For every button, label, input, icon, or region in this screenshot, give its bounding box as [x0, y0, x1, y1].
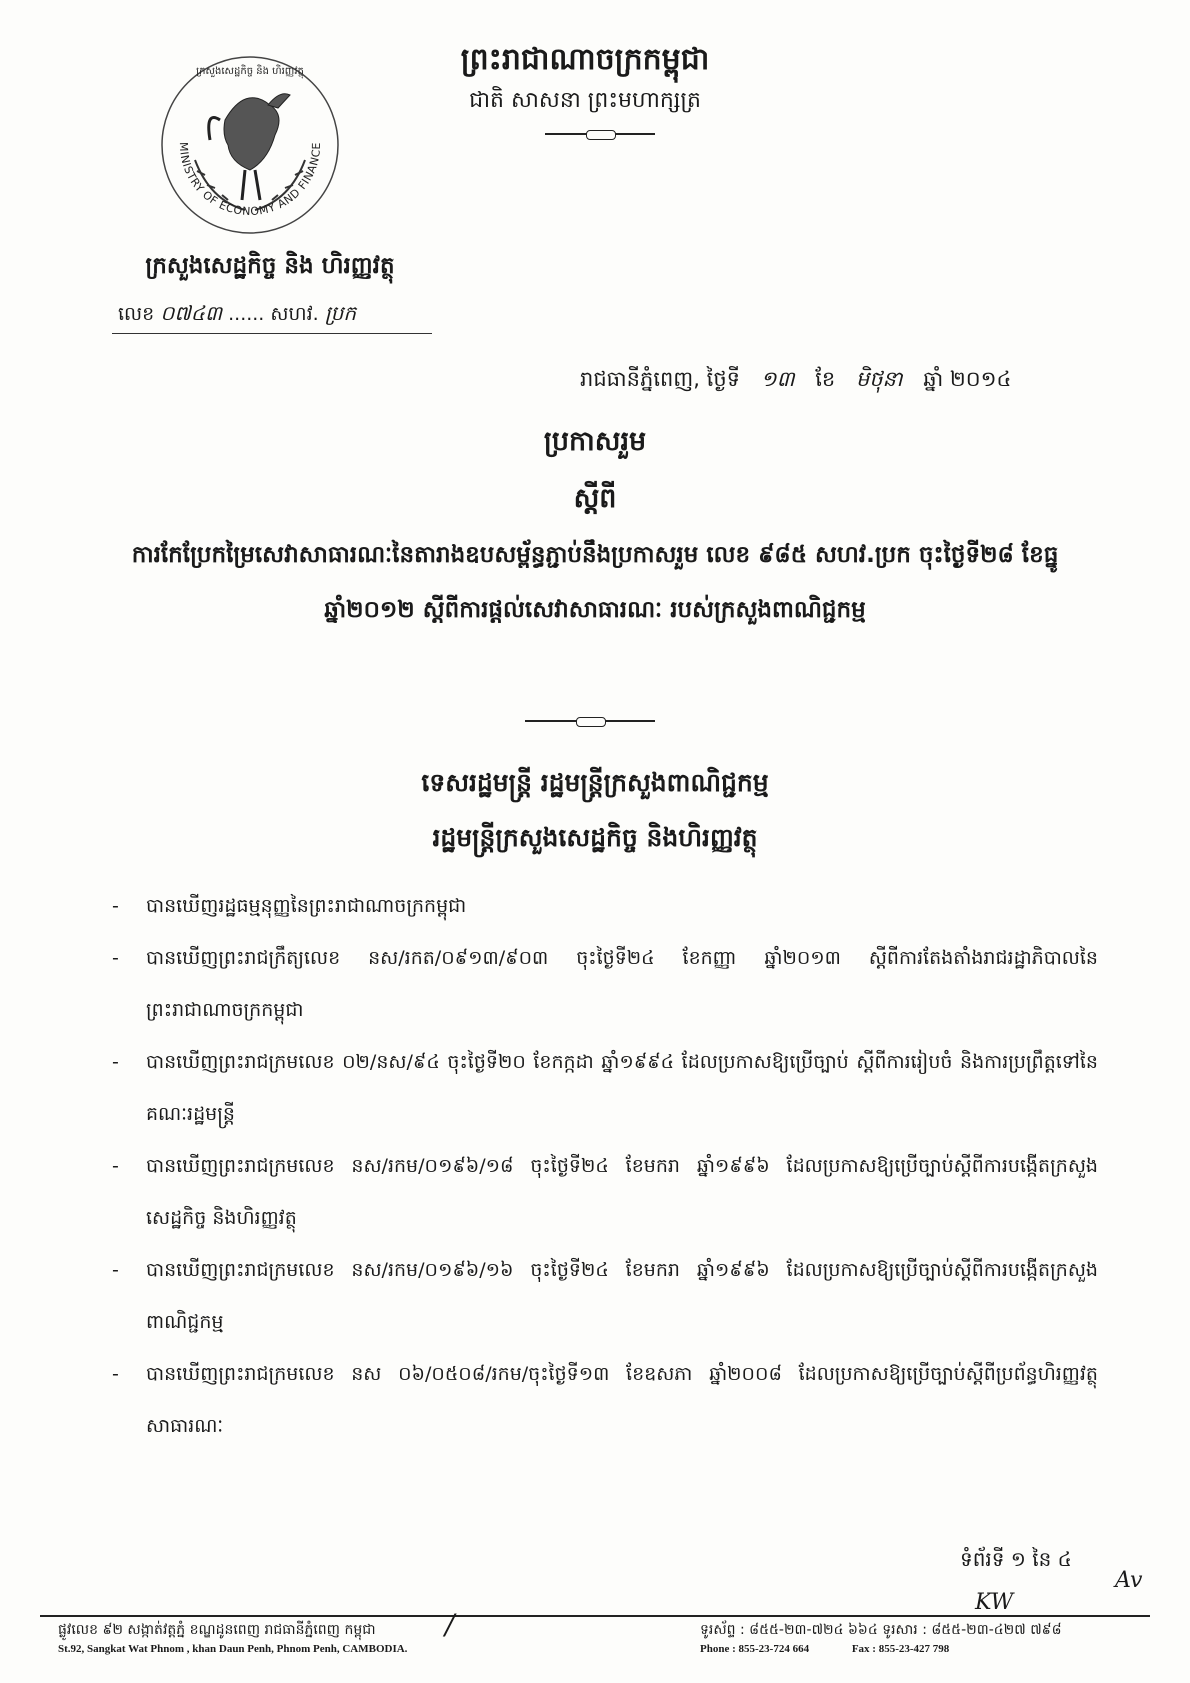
- seal-kh-label: ក្រសួងសេដ្ឋកិច្ច និង ហិរញ្ញវត្ថុ: [196, 66, 304, 77]
- footer-phone: Phone : 855-23-724 664: [700, 1643, 810, 1655]
- recital-item: - បានឃើញរដ្ឋធម្មនុញ្ញនៃព្រះរាជាណាចក្រកម្ពុជា: [108, 880, 1098, 932]
- ref-suffix: ប្រក: [324, 301, 357, 325]
- footer-contact-en: [700, 1643, 949, 1655]
- ministry-seal-logo: [150, 50, 350, 240]
- document-subject: ការកែប្រែកម្រៃសេវាសាធារណៈនៃតារាងឧបសម្ព័ន្ធភ្ជាប់នឹងប្រកាសរួម លេខ ៩៨៥ សហវ.ប្រក ចុះថ្ងៃទី២៨ ខែធ្នូ ឆ្នាំ២០១២ ស្តីពីការផ្តល់សេវាសាធារណៈ របស់ក្រសួងពាណិជ្ជកម្ម: [131, 542, 1059, 623]
- bird-emblem-icon: [209, 94, 290, 200]
- ref-prefix: លេខ: [118, 303, 155, 325]
- recital-item: - បានឃើញព្រះរាជក្រមលេខ នស/រកម/០១៩៦/១៦ ចុះថ្ងៃទី២៤ ខែមករា ឆ្នាំ១៩៩៦ ដែលប្រកាសឱ្យប្រើច្បាប់ស្តីពីការបង្កើតក្រសួងពាណិជ្ជកម្ម: [108, 1244, 1098, 1348]
- reference-underline: [112, 333, 432, 334]
- ref-code: សហវ.: [270, 303, 319, 325]
- seal-label: MINISTRY OF ECONOMY AND FINANCE: [176, 141, 324, 219]
- ref-number: ០៧៤៣: [160, 301, 223, 325]
- document-type: ប្រកាសរួម: [543, 426, 647, 457]
- date-line: [580, 366, 1110, 397]
- authority-line-1: ទេសរដ្ឋមន្ត្រី រដ្ឋមន្ត្រីក្រសួងពាណិជ្ជកម្ម: [421, 768, 769, 797]
- reference-number-line: [118, 300, 438, 330]
- recital-item: - បានឃើញព្រះរាជក្រមលេខ នស/រកម/០១៩៦/១៨ ចុះថ្ងៃទី២៤ ខែមករា ឆ្នាំ១៩៩៦ ដែលប្រកាសឱ្យប្រើច្បាប់ស្តីពីការបង្កើតក្រសួងសេដ្ឋកិច្ច និងហិរញ្ញវត្ថុ: [108, 1140, 1098, 1244]
- footer-contact-kh: ទូរស័ព្ទ : ៨៥៥-២៣-៧២៤ ៦៦៤ ទូរសារ : ៨៥៥-២៣-៤២៧ ៧៩៨: [700, 1622, 1062, 1638]
- recital-item: - បានឃើញព្រះរាជក្រមលេខ ០២/នស/៩៤ ចុះថ្ងៃទី២០ ខែកក្កដា ឆ្នាំ១៩៩៤ ដែលប្រកាសឱ្យប្រើច្បាប់ ស្តីពីការរៀបចំ និងការប្រព្រឹត្តទៅនៃគណៈរដ្ឋមន្ត្រី: [108, 1036, 1098, 1140]
- date-prefix: រាជធានីភ្នំពេញ, ថ្ងៃទី: [580, 367, 740, 391]
- date-month-label: ខែ: [815, 367, 836, 391]
- initials-right: Av: [1115, 1568, 1143, 1593]
- kingdom-heading: ព្រះរាជាណាចក្រកម្ពុជា: [460, 42, 710, 77]
- document-about: ស្តីពី: [573, 483, 617, 514]
- date-day: ១៣: [760, 367, 795, 391]
- ref-dots: ......: [228, 303, 265, 325]
- recital-item: - បានឃើញព្រះរាជក្រឹត្យលេខ នស/រកត/០៩១៣/៩០៣ ចុះថ្ងៃទី២៤ ខែកញ្ញា ឆ្នាំ២០១៣ ស្តីពីការតែងតាំងរាជរដ្ឋាភិបាលនៃព្រះរាជាណាចក្រកម្ពុជា: [108, 932, 1098, 1036]
- recital-item: - បានឃើញព្រះរាជក្រមលេខ នស ០៦/០៥០៨/រកម/ចុះថ្ងៃទី១៣ ខែឧសភា ឆ្នាំ២០០៨ ដែលប្រកាសឱ្យប្រើច្បាប់ស្តីពីប្រព័ន្ធហិរញ្ញវត្ថុសាធារណៈ: [108, 1348, 1098, 1452]
- footer-address-kh: ផ្លូវលេខ ៩២ សង្កាត់វត្តភ្នំ ខណ្ឌដូនពេញ រាជធានីភ្នំពេញ កម្ពុជា: [58, 1622, 376, 1638]
- page-number: ទំព័រទី ១ នៃ ៤: [960, 1547, 1072, 1571]
- national-motto: ជាតិ សាសនា ព្រះមហាក្សត្រ: [469, 88, 701, 113]
- date-year: ឆ្នាំ ២០១៤: [923, 367, 1012, 391]
- ministry-name: ក្រសួងសេដ្ឋកិច្ច និង ហិរញ្ញវត្ថុ: [145, 253, 395, 279]
- footer-rule: [40, 1615, 1150, 1617]
- handwritten-mark: /: [445, 1608, 455, 1641]
- initials-left: KW: [975, 1590, 1014, 1615]
- footer-fax: Fax : 855-23-427 798: [851, 1643, 950, 1655]
- header-ornament: [545, 133, 655, 135]
- footer-address-en: St.92, Sangkat Wat Phnom , khan Daun Penh, Phnom Penh, CAMBODIA.: [58, 1643, 408, 1655]
- recital-list: [108, 880, 1098, 1452]
- title-ornament: [525, 720, 655, 722]
- date-month: មិថុនា: [855, 367, 903, 391]
- authority-line-2: រដ្ឋមន្ត្រីក្រសួងសេដ្ឋកិច្ច និងហិរញ្ញវត្ថុ: [432, 823, 758, 852]
